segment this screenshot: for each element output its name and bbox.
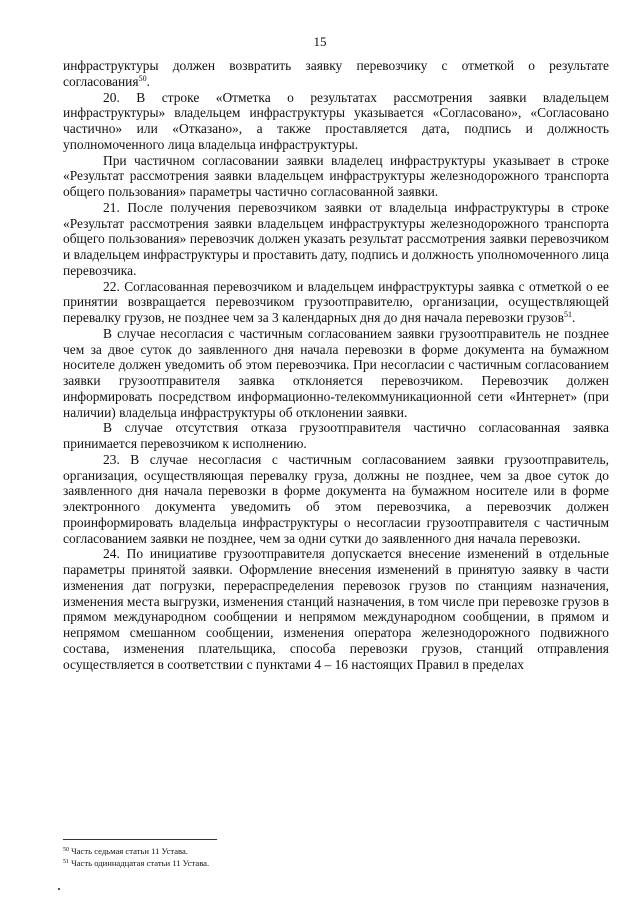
- paragraph-tail: .: [571, 310, 576, 325]
- paragraph-text: 22. Согласованная перевозчиком и владельцем инфраструктуры заявка с отметкой о ее принятии возвращается перевозчиком грузоотправителю, организации, осуществляющей перевалку грузов, не позднее чем за 3 календарных дня до дня начала перевозки грузов: [63, 278, 609, 325]
- paragraph-item-20: 20. В строке «Отметка о результатах рассмотрения заявки владельцем инфраструктуры» владельцем инфраструктуры указывается «Согласовано», «Согласовано частично» или «Отказано», а также проставляется дата, подпись и должность уполномоченного лица владельца инфраструктуры.: [63, 89, 609, 152]
- paragraph-partial-approval: При частичном согласовании заявки владелец инфраструктуры указывает в строке «Результат рассмотрения заявки владельцем инфраструктуры железнодорожного транспорта общего пользования» параметры частично согласованной заявки.: [63, 152, 609, 199]
- paragraph-item-24: 24. По инициативе грузоотправителя допускается внесение изменений в отдельные параметры принятой заявки. Оформление внесения изменений в принятую заявку в части изменения дат погрузки, перераспределения перевозок грузов по станциям назначения, изменения места выгрузки, изменения станций назначения, в том числе при перевозке грузов в прямом международном сообщении и непрямом международном сообщении, в прямом и непрямом смешанном сообщении, изменения оператора железнодорожного подвижного состава, изменения плательщика, способа перевозки грузов, станций отправления осуществляется в соответствии с пунктами 4 – 16 настоящих Правил в пределах: [63, 546, 609, 672]
- footnote-text: Часть одиннадцатая статьи 11 Устава.: [71, 858, 210, 868]
- footnote-number: 51: [63, 859, 69, 865]
- footnote-text: Часть седьмая статьи 11 Устава.: [71, 846, 188, 856]
- paragraph-item-23: 23. В случае несогласия с частичным согласованием заявки грузоотправитель, организация, осуществляющая перевалку груза, должны не позднее, чем за двое суток до заявленного дня начала перевозки в форме документа на бумажном носителе или в форме электронного документа уведомить об этом перевозчика, а перевозчик должен проинформировать владельца инфраструктуры о несогласии грузоотправителя с частичным согласованием заявки не позднее, чем за одни сутки до заявленного дня начала перевозки.: [63, 451, 609, 546]
- footnote-50: [63, 845, 609, 857]
- document-body: [63, 58, 609, 672]
- footnote-number: 50: [63, 847, 69, 853]
- paragraph-tail: .: [146, 73, 150, 89]
- paragraph-disagreement: В случае несогласия с частичным согласованием заявки грузоотправитель не позднее чем за двое суток до заявленного дня начала перевозки в форме документа на бумажном носителе должен уведомить об этом перевозчика. При несогласии с частичным согласованием заявки грузоотправителя заявка отклоняется перевозчиком. Перевозчик должен информировать посредством информационно-телекоммуникационной сети «Интернет» (при наличии) владельца инфраструктуры об отклонении заявки.: [63, 325, 609, 420]
- footnote-divider: [63, 839, 217, 840]
- page-number: 15: [313, 34, 327, 49]
- paragraph-item-22: [63, 279, 609, 326]
- footnote-ref-51: 51: [563, 310, 572, 319]
- paragraph-continuation: [63, 58, 609, 90]
- paragraph-text: инфраструктуры должен возвратить заявку перевозчику с отметкой о результате согласования: [63, 58, 609, 89]
- footnotes: [63, 845, 609, 869]
- scan-artifact: [58, 888, 60, 890]
- paragraph-item-21: 21. После получения перевозчиком заявки от владельца инфраструктуры в строке «Результат рассмотрения заявки владельцем инфраструктуры железнодорожного транспорта общего пользования» перевозчик должен указать результат рассмотрения заявки перевозчиком и владельцем инфраструктуры и проставить дату, подпись и должность уполномоченного лица перевозчика.: [63, 199, 609, 278]
- footnote-ref-50: 50: [138, 73, 147, 83]
- footnote-51: [63, 857, 609, 869]
- paragraph-acceptance: В случае отсутствия отказа грузоотправителя частично согласованная заявка принимается перевозчиком к исполнению.: [63, 420, 609, 451]
